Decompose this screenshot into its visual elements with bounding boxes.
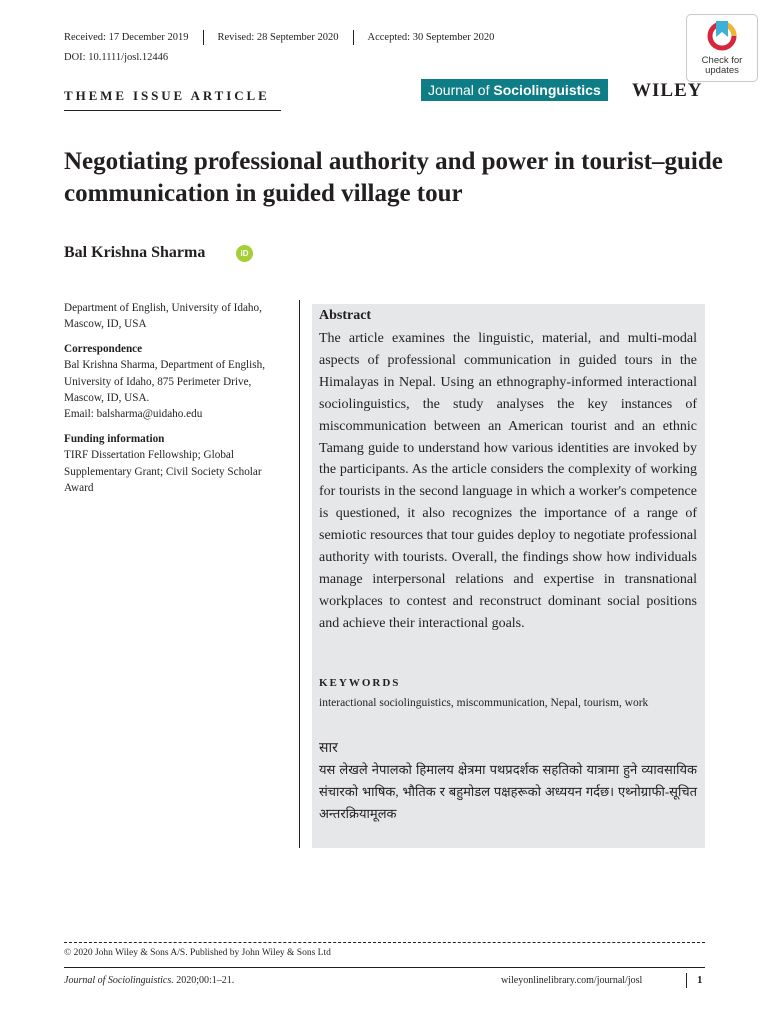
- divider: [203, 30, 204, 45]
- affiliation: Department of English, University of Idaho, Mascow, ID, USA: [64, 302, 262, 331]
- section-label: THEME ISSUE ARTICLE: [64, 88, 270, 103]
- funding-text: TIRF Dissertation Fellowship; Global Supplementary Grant; Civil Society Scholar Award: [64, 449, 262, 495]
- check-for-updates-label: Check for updates: [701, 55, 743, 76]
- correspondence-heading: Correspondence: [64, 342, 143, 355]
- orcid-icon[interactable]: iD: [236, 245, 253, 262]
- author-info: [64, 300, 292, 504]
- footer-divider: [686, 973, 687, 988]
- article-dates: [64, 30, 494, 45]
- abstract-text: The article examines the linguistic, material, and multi-modal aspects of professional communication in guided tours in the Himalayas in Nepal. Using an ethnography-informed interactional sociolinguistics, the study analyses the key instances of miscommunication between an American tourist and an ethnic Tamang guide to understand how various identities are invoked by the participants. As the article considers the complexity of working for tourists in the second language in which a worker's competence is questioned, it also recognizes the importance of a range of semiotic resources that tour guides deploy to negotiate professional authority with tourists. Overall, the findings show how individuals manage interpersonal relations and expertise in transnational workplaces to contest and reconstruct dominant social positions and achieve their interactional goals.: [319, 331, 697, 631]
- check-for-updates-button[interactable]: [686, 14, 758, 82]
- received-date: Received: 17 December 2019: [64, 32, 189, 43]
- publisher-logo[interactable]: WILEY: [632, 80, 703, 101]
- correspondence-block: [64, 341, 292, 423]
- nepali-abstract-text: यस लेखले नेपालको हिमालय क्षेत्रमा पथप्रदर्शक सहतिको यात्रामा हुने व्यावसायिक संचारको भाषिक, भौतिक र बहुमोडल पक्षहरूको अध्ययन गर्दछ। एथ्नोग्राफी-सूचित अन्तरक्रियामूलक: [319, 762, 697, 821]
- section-rule: [64, 110, 281, 111]
- journal-citation-volume: 2020;00:1–21.: [176, 975, 235, 986]
- copyright: © 2020 John Wiley & Sons A/S. Published by John Wiley & Sons Ltd: [64, 948, 331, 958]
- journal-citation: [64, 975, 234, 986]
- funding-block: [64, 431, 292, 497]
- author-name[interactable]: Bal Krishna Sharma: [64, 244, 206, 261]
- divider: [353, 30, 354, 45]
- nepali-abstract-heading: सार: [319, 741, 338, 756]
- column-divider: [299, 300, 300, 848]
- keywords-list: interactional sociolinguistics, miscommunication, Nepal, tourism, work: [319, 697, 649, 709]
- abstract-heading: Abstract: [319, 308, 372, 323]
- page-number: 1: [697, 974, 703, 986]
- footnote-rule: [64, 942, 705, 943]
- doi: DOI: 10.1111/josl.12446: [64, 52, 169, 63]
- journal-url[interactable]: wileyonlinelibrary.com/journal/josl: [501, 975, 643, 986]
- funding-heading: Funding information: [64, 432, 165, 445]
- revised-date: Revised: 28 September 2020: [217, 32, 339, 43]
- crossmark-icon: [707, 19, 737, 55]
- journal-name: Sociolinguistics: [493, 82, 601, 98]
- keywords-heading: KEYWORDS: [319, 677, 401, 689]
- journal-citation-name: Journal of Sociolinguistics.: [64, 975, 174, 986]
- correspondence-address: Bal Krishna Sharma, Department of English, University of Idaho, 875 Perimeter Drive, Mascow, ID, USA.: [64, 359, 266, 405]
- accepted-date: Accepted: 30 September 2020: [367, 32, 495, 43]
- footer-rule: [64, 967, 705, 968]
- journal-prefix: Journal of: [428, 82, 490, 98]
- abstract-box: [312, 304, 705, 848]
- author-email[interactable]: Email: balsharma@uidaho.edu: [64, 408, 203, 421]
- article-title: Negotiating professional authority and power in tourist–guide communication in guided village tour: [64, 148, 723, 207]
- journal-banner[interactable]: [421, 79, 608, 101]
